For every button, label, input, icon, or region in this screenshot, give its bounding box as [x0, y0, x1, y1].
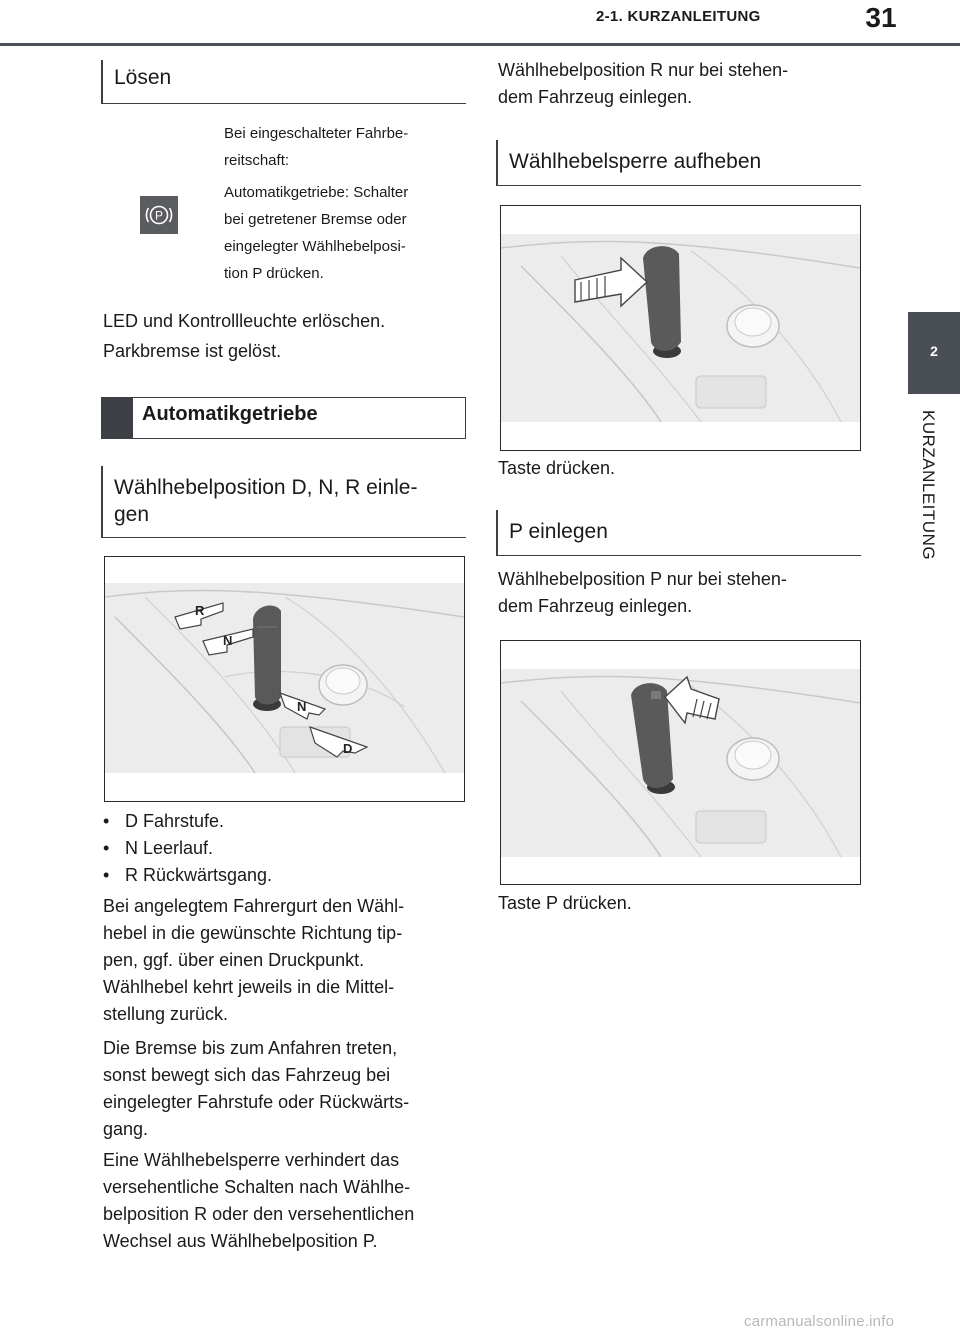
- text-line: eingelegter Wählhebelposi-: [224, 238, 406, 255]
- text-line: pen, ggf. über einen Druckpunkt.: [103, 950, 365, 970]
- text-line: eingelegter Fahrstufe oder Rückwärts-: [103, 1092, 410, 1112]
- label-r: R: [195, 603, 205, 618]
- paragraph-bremse: [103, 1035, 473, 1143]
- parkbremse-text: Parkbremse ist gelöst.: [103, 341, 282, 361]
- svg-text:P: P: [154, 208, 164, 223]
- text-line: Eine Wählhebelsperre verhindert das: [103, 1150, 400, 1170]
- heading-p-einlegen: P einlegen: [496, 510, 861, 556]
- text-line: versehentliche Schalten nach Wählhe-: [103, 1177, 411, 1197]
- list-item: • D Fahrstufe.: [103, 811, 225, 831]
- led-text: LED und Kontrollleuchte erlöschen.: [103, 311, 386, 331]
- label-d: D: [343, 741, 353, 756]
- text-line: Wählhebel kehrt jeweils in die Mittel-: [103, 977, 395, 997]
- label-n-upper: N: [223, 633, 233, 648]
- label-n-lower: N: [297, 699, 307, 714]
- text-line: gang.: [103, 1119, 149, 1139]
- text-line: Wählhebelposition P nur bei stehen-: [498, 569, 787, 589]
- taste-p-text: Taste P drücken.: [498, 893, 632, 913]
- loesen-note-2: [224, 179, 464, 287]
- p-position-note: [498, 566, 868, 620]
- paragraph-sperre: [103, 1147, 473, 1255]
- heading-waehlhebelsperre: Wählhebelsperre aufheben: [496, 140, 861, 186]
- section-title: 2-1. KURZANLEITUNG: [596, 8, 761, 25]
- chapter-tab-number: 2: [930, 343, 938, 359]
- taste-text: Taste drücken.: [498, 458, 616, 478]
- text-line: hebel in die gewünschte Richtung tip-: [103, 923, 403, 943]
- heading-automatikgetriebe: [101, 397, 466, 439]
- text-line: reitschaft:: [224, 152, 290, 169]
- text-line: Bei eingeschalteter Fahrbe-: [224, 125, 409, 142]
- text-line: dem Fahrzeug einlegen.: [498, 596, 693, 616]
- heading-loesen: Lösen: [101, 60, 466, 104]
- text-line: stellung zurück.: [103, 1004, 229, 1024]
- list-item: • R Rückwärtsgang.: [103, 865, 273, 885]
- list-item: • N Leerlauf.: [103, 838, 214, 858]
- chapter-tab-label: KURZANLEITUNG: [919, 410, 938, 561]
- header-rule: [0, 43, 960, 46]
- figure-gear-selector-dnr: [104, 556, 465, 802]
- r-position-note: [498, 57, 868, 111]
- loesen-note: [224, 120, 464, 174]
- watermark: carmanualsonline.info: [744, 1313, 895, 1330]
- figure-unlock-button: [500, 205, 861, 451]
- gear-list: [103, 808, 463, 889]
- heading-line: gen: [114, 503, 150, 526]
- heading-marker: [102, 398, 133, 438]
- text-line: Automatikgetriebe: Schalter: [224, 184, 409, 201]
- text-line: dem Fahrzeug einlegen.: [498, 87, 693, 107]
- heading-text: Automatikgetriebe: [142, 403, 318, 425]
- text-line: Bei angelegtem Fahrergurt den Wähl-: [103, 896, 405, 916]
- text-line: bei getretener Bremse oder: [224, 211, 407, 228]
- page-number: 31: [865, 2, 897, 33]
- paragraph-fahrergurt: [103, 893, 473, 1028]
- text-line: Wechsel aus Wählhebelposition P.: [103, 1231, 378, 1251]
- text-line: belposition R oder den versehentlichen: [103, 1204, 415, 1224]
- heading-dnr: [101, 466, 466, 538]
- heading-line: Wählhebelposition D, N, R einle-: [114, 476, 418, 499]
- text-line: tion P drücken.: [224, 265, 324, 282]
- text-line: sonst bewegt sich das Fahrzeug bei: [103, 1065, 391, 1085]
- parking-brake-icon: [140, 196, 178, 234]
- text-line: Die Bremse bis zum Anfahren treten,: [103, 1038, 398, 1058]
- figure-p-button: [500, 640, 861, 885]
- text-line: Wählhebelposition R nur bei stehen-: [498, 60, 789, 80]
